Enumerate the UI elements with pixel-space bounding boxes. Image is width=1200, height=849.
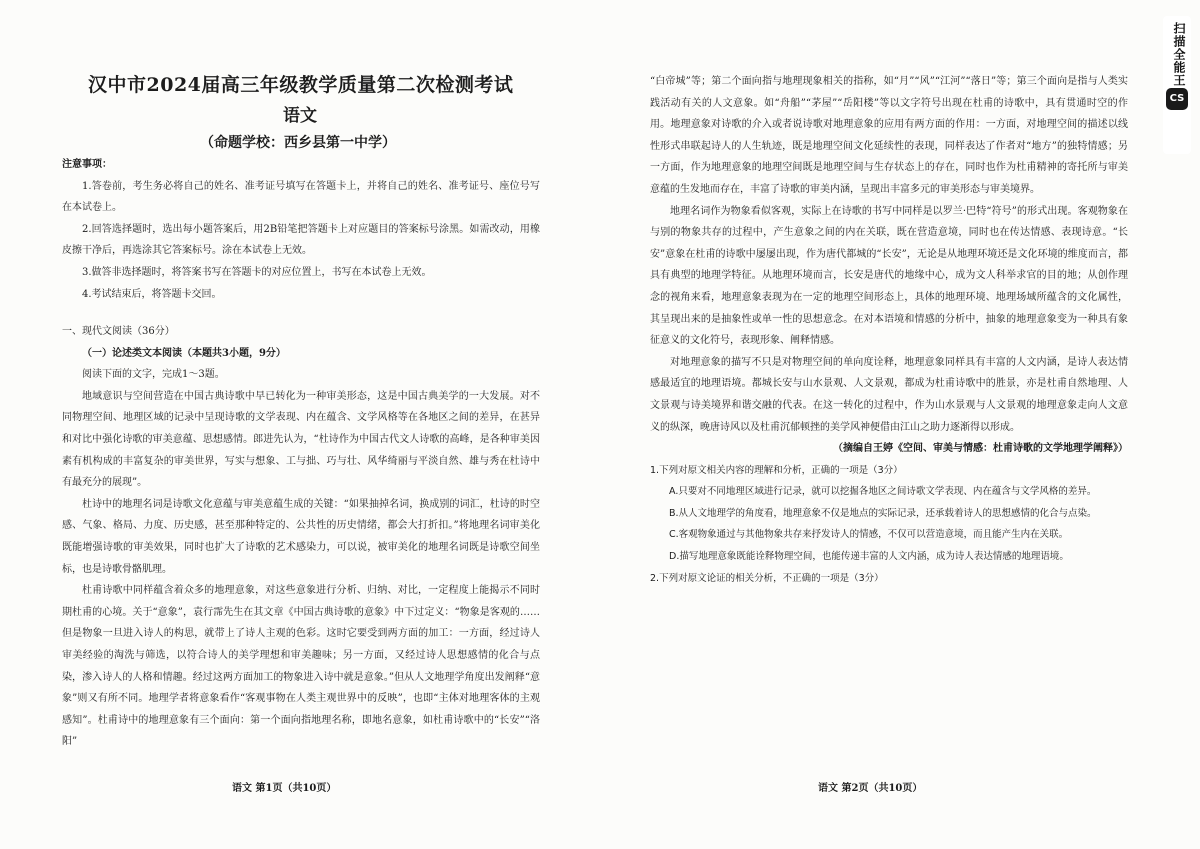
section-heading: 一、现代文阅读（36分） bbox=[62, 326, 175, 337]
school-line: （命题学校：西乡县第一中学） bbox=[200, 135, 396, 151]
passage-paragraph: 杜甫诗歌中同样蕴含着众多的地理意象，对这些意象进行分析、归纳、对比，一定程度上能揭示不同时期杜甫的心境。关于“意象”，袁行霈先生在其文章《中国古典诗歌的意象》中下过定义：“物象是客观的……但是物象一旦进入诗人的构思，就带上了诗人主观的色彩。这时它要受到两方面的加工：一方面，经过诗人审美经验的淘洗与筛选，以符合诗人的美学理想和审美趣味；另一方面，又经过诗人思想感情的化合与点染，渗入诗人的人格和情趣。经过这两方面加工的物象进入诗中就是意象。”但从人文地理学角度出发阐释“意象”则又有所不同。地理学者将意象看作“客观事物在人类主观世界中的反映”，也即“主体对地理客体的主观感知”。杜甫诗中的地理意象有三个面向：第一个面向指地理名称，即地名意象，如杜甫诗歌中的“长安”“洛阳” bbox=[62, 585, 540, 748]
reading-section bbox=[62, 321, 540, 753]
passage-continued bbox=[650, 71, 1128, 589]
exam-page-right bbox=[600, 0, 1160, 849]
question-option: D.描写地理意象既能诠释物理空间，也能传递丰富的人文内涵，成为诗人表达情感的地理语境。 bbox=[669, 551, 1069, 563]
note-item: 4.考试结束后，将答题卡交回。 bbox=[82, 288, 222, 300]
question-option: C.客观物象通过与其他物象共存来抒发诗人的情感，不仅可以营造意境，而且能产生内在关联。 bbox=[669, 529, 1069, 541]
page-footer: 语文 第1页（共10页） bbox=[232, 783, 337, 794]
scanner-app-name: 扫描全能王 bbox=[1172, 22, 1186, 87]
subsection-heading: （一）论述类文本阅读（本题共3小题，9分） bbox=[82, 347, 286, 359]
question-stem: 1.下列对原文相关内容的理解和分析，正确的一项是（3分） bbox=[650, 464, 903, 476]
passage-paragraph: 对地理意象的描写不只是对物理空间的单向度诠释，地理意象同样具有丰富的人文内涵，是诗人表达情感最适宜的地理语境。都城长安与山水景观、人文景观，都成为杜甫诗歌中的胜景，亦是杜甫自然地理、人文景观与诗美境界和谐交融的代表。在这一转化的过程中，作为山水景观与人文景观的地理意象走向人文意义的纵深，晚唐诗风以及杜甫沉郁顿挫的美学风神便借由江山之助力逐渐得以形成。 bbox=[650, 356, 1128, 433]
camscanner-icon: CS bbox=[1166, 88, 1188, 110]
passage-paragraph: 杜诗中的地理名词是诗歌文化意蕴与审美意蕴生成的关键：“如果抽掉名词，换成别的词汇，杜诗的时空感、气象、格局、力度、历史感，甚至那种特定的、公共性的历史情绪，都会大打折扣。”将地理名词审美化既能增强诗歌的审美效果，同时也扩大了诗歌的艺术感染力，可以说，被审美化的地理名词既是诗歌空间坐标，也是诗歌骨骼肌理。 bbox=[62, 498, 540, 575]
note-item: 3.做答非选择题时，将答案书写在答题卡的对应位置上，书写在本试卷上无效。 bbox=[82, 266, 432, 278]
question-option: A.只要对不同地理区域进行记录，就可以挖掘各地区之间诗歌文学表现、内在蕴含与文学风格的差异。 bbox=[669, 486, 1097, 498]
page-footer: 语文 第2页（共10页） bbox=[818, 783, 923, 794]
source-note: （摘编自王婷《空间、审美与情感：杜甫诗歌的文学地理学阐释》） bbox=[833, 443, 1128, 455]
passage-paragraph: 地理名词作为物象看似客观，实际上在诗歌的书写中同样是以罗兰·巴特“符号”的形式出现。客观物象在与别的物象共存的过程中，产生意象之间的内在关联，既在营造意境，同时也在传达情感、表现诗意。“长安”意象在杜甫的诗歌中屡屡出现，作为唐代都城的“长安”，无论是从地理环境还是文化环境的维度而言，都具有典型的地理学特征。从地理环境而言，长安是唐代的地缘中心，成为文人科举求官的目的地；从创作理念的视角来看，地理意象表现为在一定的地理空间形态上，具体的地理环境、地理场域所蕴含的文化属性，其呈现出来的是抽象性或单一性的思想意念。在对本语境和情感的分析中，抽象的地理意象变为一种具有象征意义的文化符号，表现形象、阐释情感。 bbox=[650, 205, 1128, 347]
passage-paragraph: “白帝城”等；第二个面向指与地理现象相关的指称，如“月”“风”“江河”“落日”等；第三个面向是指与人类实践活动有关的人文意象。如“舟船”“茅屋”“岳阳楼”等以文字符号出现在杜甫的诗歌中，具有贯通时空的作用。地理意象对诗歌的介入或者说诗歌对地理意象的应用有两方面的作用：一方面，对地理空间的描述以线性形式串联起诗人的人生轨迹，既是地理空间文化延续性的表现，同样表达了作者对“地方”的独特情感；另一方面，作为地理意象的地理空间既是地理空间与生存状态上的存在，同时也作为杜甫精神的寄托所与审美意蕴的生发地而存在，丰富了诗歌的审美内涵，呈现出丰富多元的审美形态与审美境界。 bbox=[650, 76, 1128, 195]
reading-instruction: 阅读下面的文字，完成1～3题。 bbox=[82, 369, 225, 381]
notes-section bbox=[62, 154, 540, 305]
note-item: 1.答卷前，考生务必将自己的姓名、准考证号填写在答题卡上，并将自己的姓名、准考证号、座位号写在本试卷上。 bbox=[62, 180, 540, 214]
question-option: B.从人文地理学的角度看，地理意象不仅是地点的实际记录，还承载着诗人的思想感情的化合与点染。 bbox=[669, 507, 1097, 519]
passage-paragraph: 地域意识与空间营造在中国古典诗歌中早已转化为一种审美形态，这是中国古典美学的一大发展。对不同物理空间、地理区域的记录中呈现诗歌的文学表现、内在蕴含、文学风格等在各地区之间的差异，在甚异和对比中强化诗歌的审美意蕴、思想感情。郎进先认为，“杜诗作为中国古代文人诗歌的高峰，是各种审美因素有机构成的丰富复杂的审美世界，写实与想象、工与拙、巧与壮、风华绮丽与平淡自然、雄与秀在杜诗中有最充分的展现”。 bbox=[62, 390, 540, 489]
notes-heading: 注意事项： bbox=[62, 159, 112, 170]
subject-heading: 语文 bbox=[283, 106, 317, 126]
note-item: 2.回答选择题时，选出每小题答案后，用2B铅笔把答题卡上对应题目的答案标号涂黑。如需改动，用橡皮擦干净后，再选涂其它答案标号。涂在本试卷上无效。 bbox=[62, 223, 540, 257]
question-stem: 2.下列对原文论证的相关分析，不正确的一项是（3分） bbox=[650, 572, 884, 584]
exam-title: 汉中市2024届高三年级教学质量第二次检测考试 bbox=[88, 74, 514, 96]
